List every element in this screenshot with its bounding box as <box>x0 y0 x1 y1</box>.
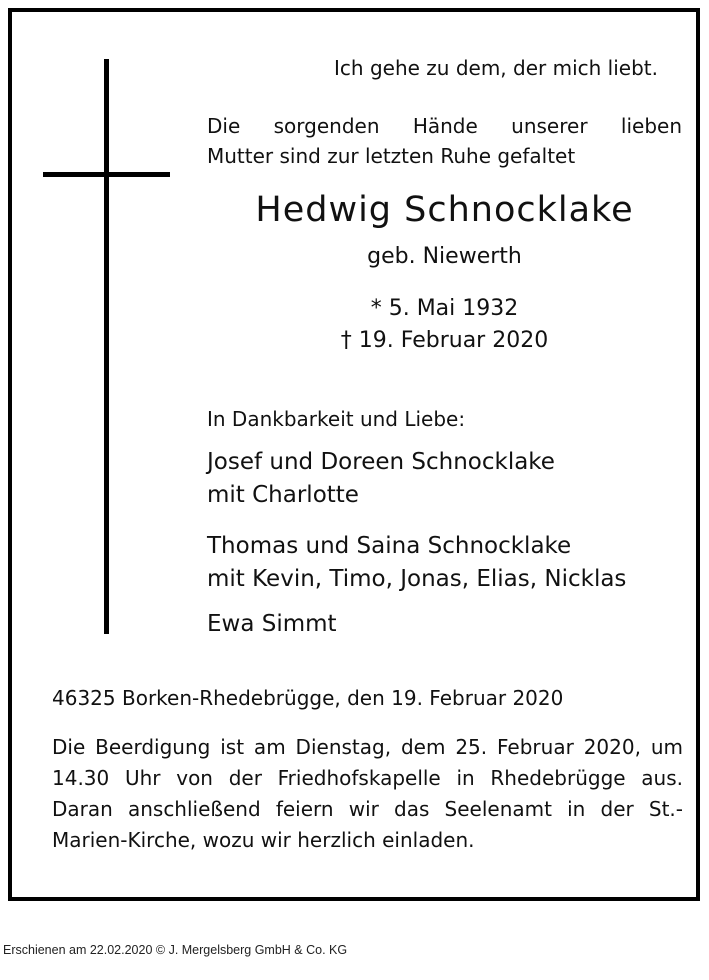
thanks-line: In Dankbarkeit und Liebe: <box>207 407 466 431</box>
obituary-frame <box>8 8 700 901</box>
publication-footer: Erschienen am 22.02.2020 © J. Mergelsberg GmbH & Co. KG <box>3 943 348 957</box>
family-member: Josef und Doreen Schnocklake <box>207 449 555 475</box>
family-member: Ewa Simmt <box>207 611 337 637</box>
family-group <box>207 608 687 641</box>
intro-line-2: Mutter sind zur letzten Ruhe gefaltet <box>207 144 576 168</box>
intro-text <box>207 111 682 171</box>
family-member-children: mit Charlotte <box>207 482 359 508</box>
family-member: Thomas und Saina Schnocklake <box>207 533 572 559</box>
maiden-name: geb. Niewerth <box>367 244 522 269</box>
deceased-name: Hedwig Schnocklake <box>255 190 634 230</box>
birth-date: * 5. Mai 1932 <box>370 296 519 321</box>
death-date: † 19. Februar 2020 <box>340 328 549 353</box>
cross-icon <box>104 59 109 634</box>
family-member-children: mit Kevin, Timo, Jonas, Elias, Nicklas <box>207 566 627 592</box>
family-group <box>207 530 687 596</box>
cross-icon-bar <box>43 172 170 177</box>
family-group <box>207 446 687 512</box>
intro-line-1: Die sorgenden Hände unserer lieben <box>207 114 682 138</box>
place-date: 46325 Borken-Rhedebrügge, den 19. Februar 2020 <box>52 686 564 710</box>
motto: Ich gehe zu dem, der mich liebt. <box>334 56 658 80</box>
burial-info: Die Beerdigung ist am Dienstag, dem 25. Februar 2020, um 14.30 Uhr von der Friedhofskapelle in Rhedebrügge aus. Daran anschließend feiern wir das Seelenamt in der St.-Marien-Kirche, wozu wir herzlich einladen. <box>52 735 683 852</box>
